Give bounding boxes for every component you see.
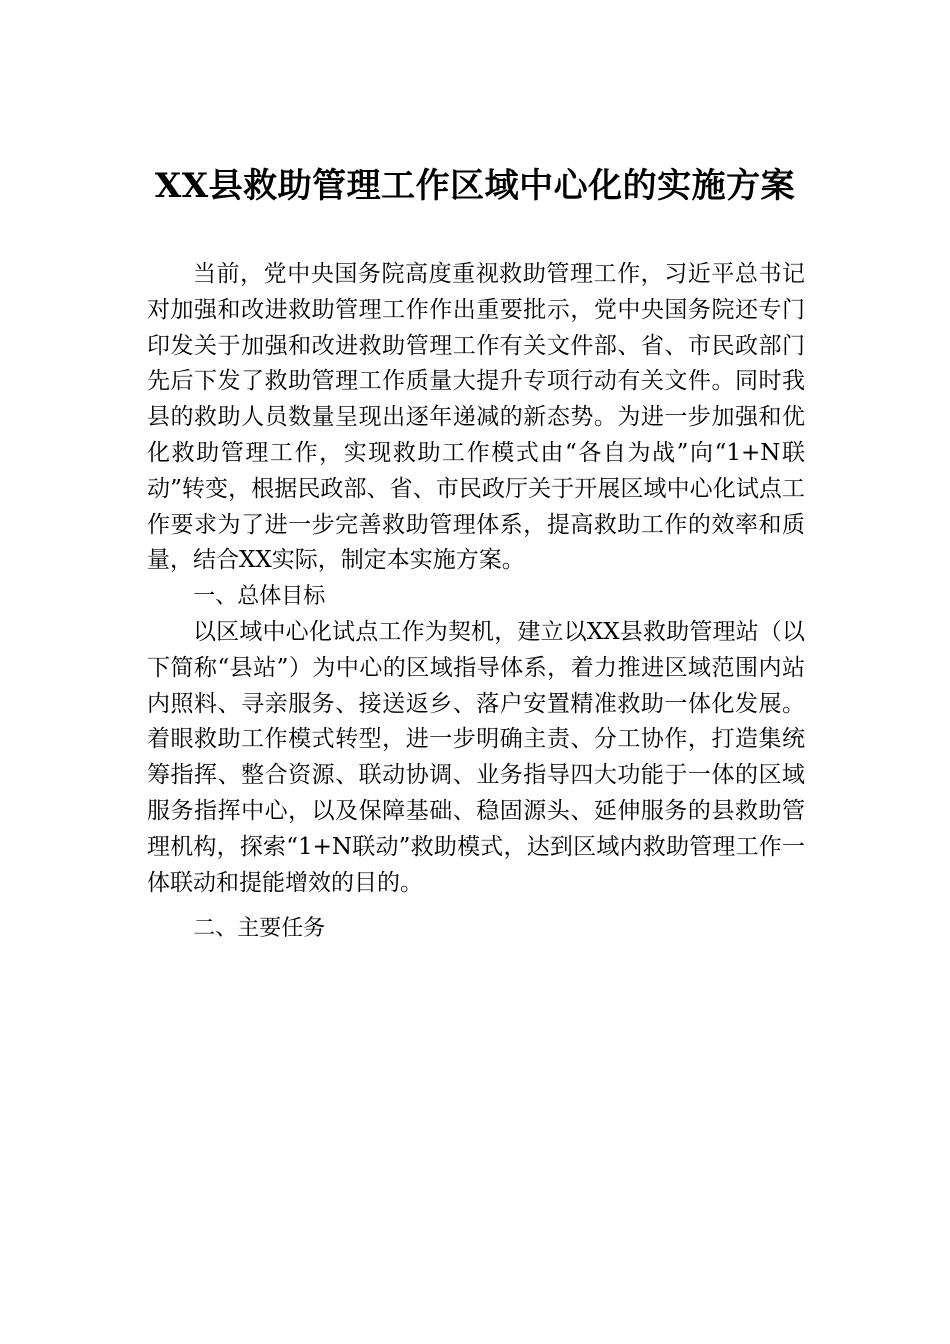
section-heading-main-tasks: 二、主要任务 (193, 916, 326, 942)
overall-goal-paragraph: 以区域中心化试点工作为契机，建立以XX县救助管理站（以下简称“县站”）为中心的区域指导体系，着力推进区域范围内站内照料、寻亲服务、接送返乡、落户安置精准救助一体化发展。着眼救助工作模式转型，进一步明确主责、分工协作，打造集统筹指挥、整合资源、联动协调、业务指导四大功能于一体的区域服务指挥中心，以及保障基础、稳固源头、延伸服务的县救助管理机构，探索“1+N联动”救助模式，达到区域内救助管理工作一体联动和提能增效的目的。 (147, 618, 805, 896)
document-body (147, 257, 805, 947)
section-heading-overall-goal: 一、总体目标 (193, 584, 326, 610)
document-title: XX县救助管理工作区域中心化的实施方案 (154, 166, 796, 206)
intro-paragraph: 当前，党中央国务院高度重视救助管理工作，习近平总书记对加强和改进救助管理工作作出重要批示，党中央国务院还专门印发关于加强和改进救助管理工作有关文件部、省、市民政部门先后下发了救助管理工作质量大提升专项行动有关文件。同时我县的救助人员数量呈现出逐年递减的新态势。为进一步加强和优化救助管理工作，实现救助工作模式由“各自为战”向“1+N联动”转变，根据民政部、省、市民政厅关于开展区域中心化试点工作要求为了进一步完善救助管理体系，提高救助工作的效率和质量，结合XX实际，制定本实施方案。 (147, 261, 805, 574)
